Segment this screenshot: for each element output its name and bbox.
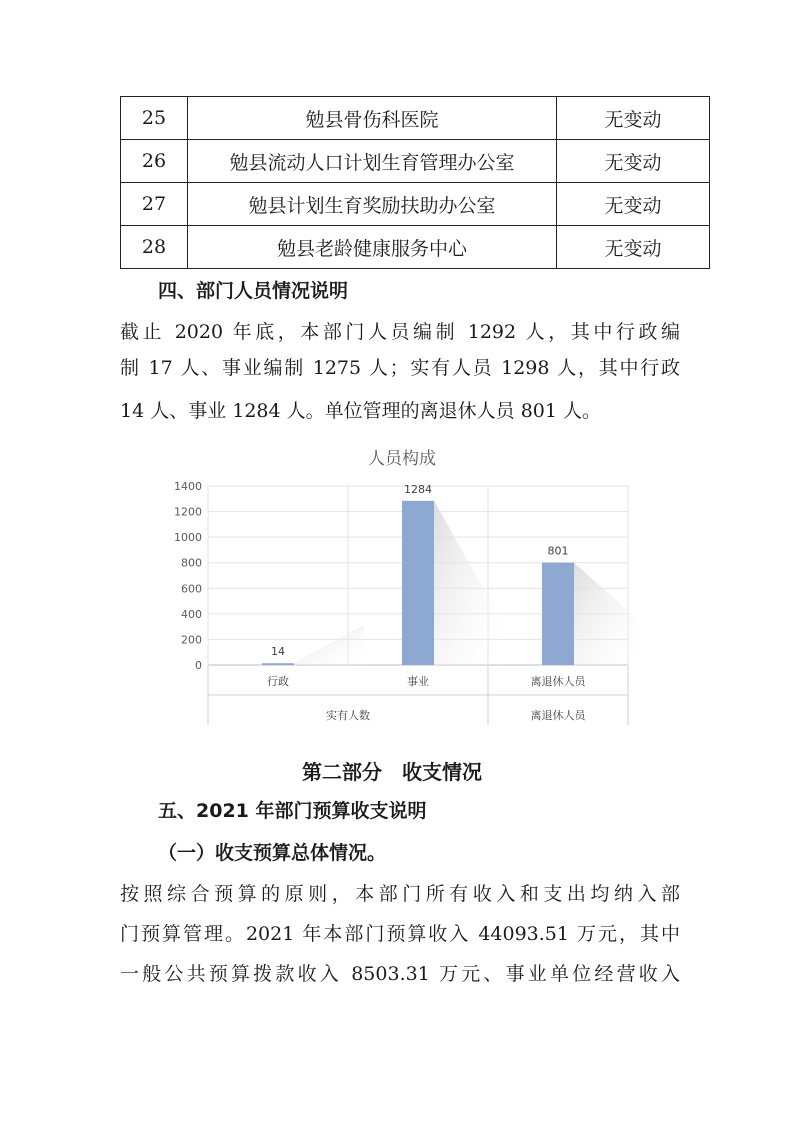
bar-shadow — [434, 501, 504, 665]
section4-line-2: 制 17 人、事业编制 1275 人；实有人员 1298 人，其中行政 — [120, 357, 680, 379]
value-label: 801 — [547, 544, 569, 558]
bar-行政 — [262, 663, 294, 665]
value-label: 14 — [271, 645, 285, 659]
y-tick-label: 600 — [181, 582, 202, 596]
part2-title: 第二部分 收支情况 — [302, 760, 482, 784]
y-tick-label: 800 — [181, 556, 202, 570]
table-row — [121, 97, 710, 140]
section4-line-3: 14 人、事业 1284 人。单位管理的离退休人员 801 人。 — [120, 400, 601, 422]
personnel-chart — [160, 440, 640, 725]
change-status: 无变动 — [557, 226, 710, 269]
row-number: 27 — [121, 183, 188, 226]
bar-shadow — [574, 563, 640, 665]
y-tick-label: 400 — [181, 607, 202, 621]
bar-事业 — [402, 501, 434, 665]
section4-line-1: 截止 2020 年底，本部门人员编制 1292 人，其中行政编 — [120, 321, 680, 343]
section5-subheading: （一）收支预算总体情况。 — [158, 842, 387, 864]
row-number: 28 — [121, 226, 188, 269]
unit-name: 勉县骨伤科医院 — [188, 97, 557, 140]
chart-bars — [262, 501, 640, 665]
y-tick-label: 1400 — [174, 480, 202, 493]
change-status: 无变动 — [557, 97, 710, 140]
row-number: 25 — [121, 97, 188, 140]
y-tick-label: 0 — [195, 659, 202, 672]
group-label: 实有人数 — [326, 709, 370, 722]
category-label: 事业 — [407, 675, 429, 688]
unit-table — [120, 96, 710, 269]
table-row — [121, 226, 710, 269]
bar-离退休人员 — [542, 563, 574, 665]
bar-shadow — [294, 625, 364, 665]
section5-heading: 五、2021 年部门预算收支说明 — [158, 800, 427, 822]
section5-line-2: 门预算管理。2021 年本部门预算收入 44093.51 万元，其中 — [120, 923, 680, 945]
table-row — [121, 183, 710, 226]
unit-name: 勉县流动人口计划生育管理办公室 — [188, 140, 557, 183]
y-tick-label: 1000 — [174, 531, 202, 545]
section5-line-3: 一般公共预算拨款收入 8503.31 万元、事业单位经营收入 — [120, 963, 680, 985]
value-label: 1284 — [404, 482, 432, 496]
table-row — [121, 140, 710, 183]
y-tick-label: 1200 — [174, 505, 202, 519]
section5-line-1: 按照综合预算的原则，本部门所有收入和支出均纳入部 — [120, 883, 680, 905]
row-number: 26 — [121, 140, 188, 183]
chart-title: 人员构成 — [368, 449, 436, 469]
unit-name: 勉县计划生育奖励扶助办公室 — [188, 183, 557, 226]
section4-heading: 四、部门人员情况说明 — [158, 280, 349, 302]
category-label: 行政 — [267, 675, 289, 688]
unit-name: 勉县老龄健康服务中心 — [188, 226, 557, 269]
category-label: 离退休人员 — [530, 675, 586, 688]
y-tick-label: 200 — [181, 633, 202, 647]
y-axis-ticks — [174, 480, 202, 672]
change-status: 无变动 — [557, 183, 710, 226]
change-status: 无变动 — [557, 140, 710, 183]
group-label: 离退休人员 — [530, 709, 586, 722]
